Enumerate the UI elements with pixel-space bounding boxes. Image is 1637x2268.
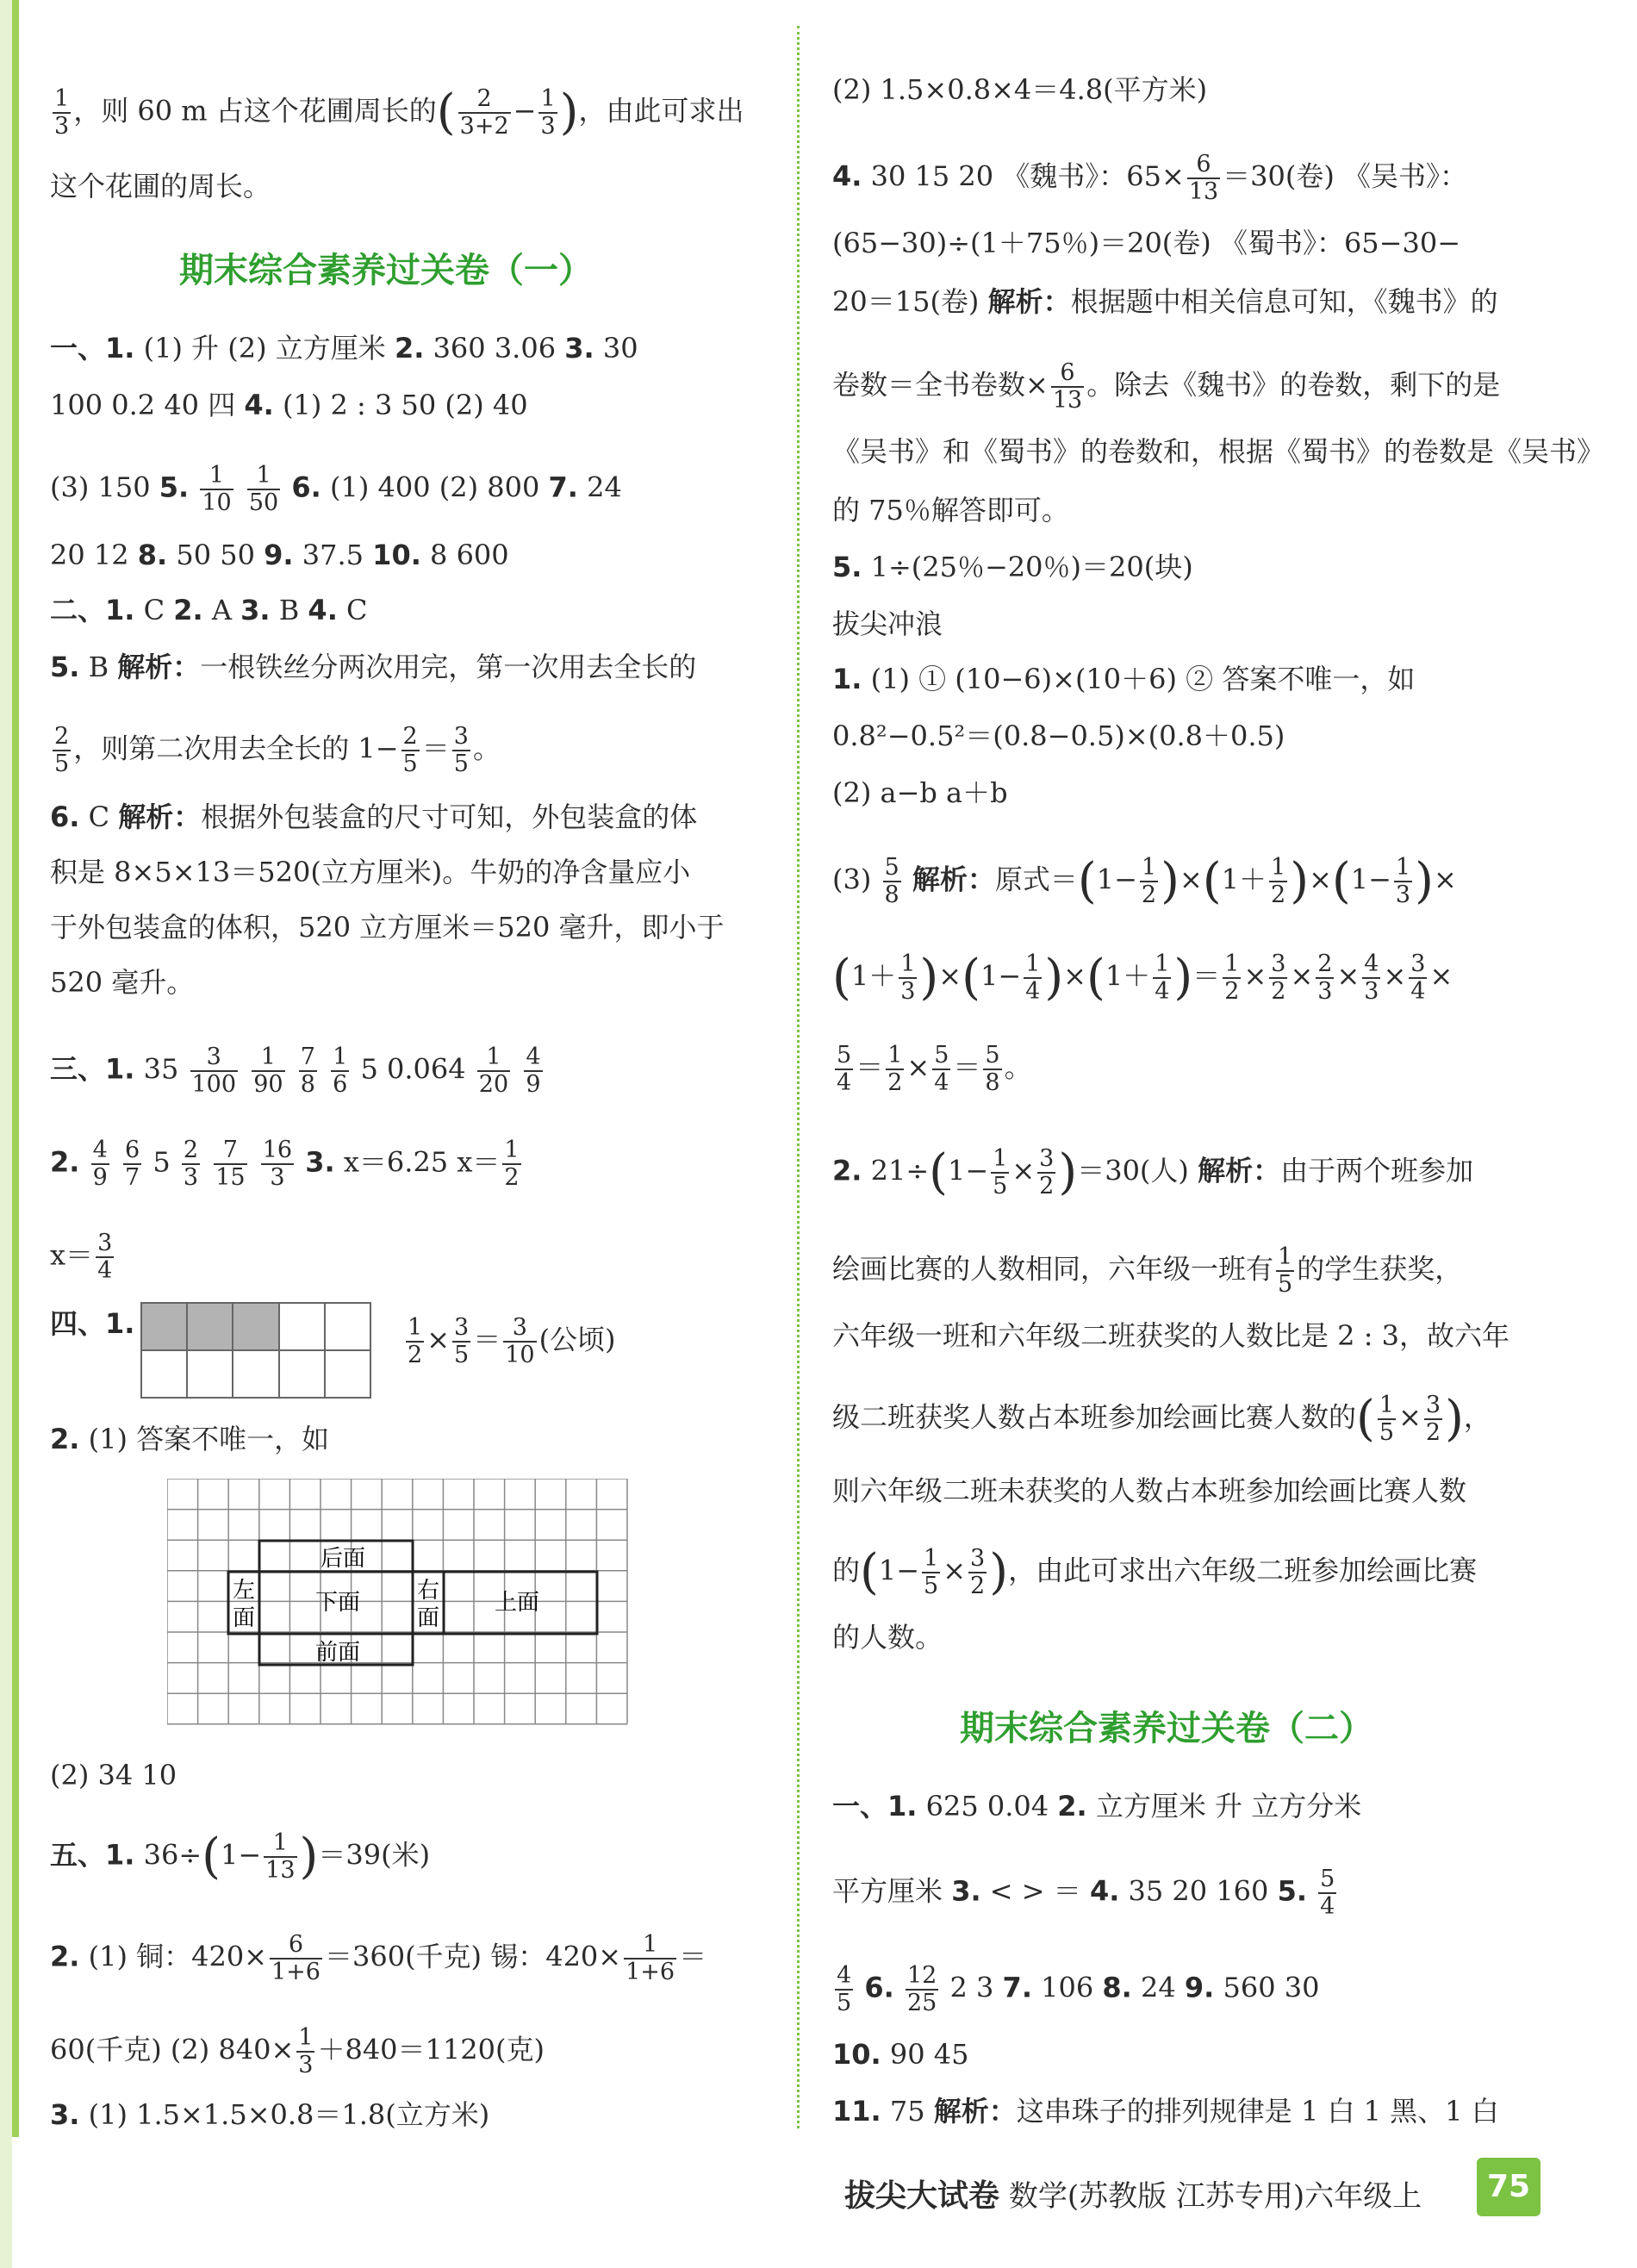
section-heading: 期末综合素养过关卷（二） [960, 1709, 1373, 1748]
line: $\frac{2}{5}$ ，则第二次用去全长的 1− $\frac{2}{5}$ ＝ $\frac{3}{5}$ 。 [54, 723, 501, 777]
line: 《吴书》和《蜀书》的卷数和，根据《蜀书》的卷数是《吴书》 [832, 435, 1605, 468]
line: 4. 30 15 20 《魏书》：65× $\frac{6}{13}$ ＝30(卷) 《吴书》： [832, 151, 1468, 205]
line: 11. 75 解析：这串珠子的排列规律是 1 白 1 黑、1 白 [832, 2095, 1499, 2128]
area-grid [140, 1301, 372, 1405]
net-label-right: 面 [417, 1605, 440, 1631]
line: 2. (1) 答案不唯一，如 [50, 1423, 330, 1455]
line: (2) 1.5×0.8×4＝4.8(平方米) [832, 73, 1208, 106]
line: 的(1− $\frac{1}{5}$ × $\frac{3}{2}$ )，由此可求出六年级二班参加绘画比赛 [832, 1544, 1478, 1600]
line: 则六年级二班未获奖的人数占本班参加绘画比赛人数 [832, 1474, 1467, 1507]
line: 一、1. 625 0.04 2. 立方厘米 升 立方分米 [832, 1790, 1362, 1822]
shaded-cells [141, 1303, 279, 1350]
line: 一、1. (1) 升 (2) 立方厘米 2. 360 3.06 3. 30 [50, 332, 638, 364]
left-margin-stripe [0, 0, 12, 2268]
line: (2) 34 10 [50, 1759, 177, 1791]
line: 卷数＝全书卷数× $\frac{6}{13}$ 。除去《魏书》的卷数，剩下的是 [832, 359, 1501, 414]
line: x＝ $\frac{3}{4}$ [50, 1230, 113, 1284]
line: 三、1. 35 $\frac{3}{100}$ $\frac{1}{90}$ $\frac{7}{8}$ $\frac{1}{6}$ 5 0.064 $\frac{1}{20}$ $\frac{4}{9}$ [50, 1044, 541, 1098]
line: 积是 8×5×13＝520(立方厘米)。牛奶的净含量应小 [50, 856, 691, 888]
net-label-left: 左 [233, 1578, 256, 1604]
line: 2. $\frac{4}{9}$ $\frac{6}{7}$ 5 $\frac{2}{3}$ $\frac{7}{15}$ $\frac{16}{3}$ 3. x＝6.25 x＝ $\frac{1}{2}$ [50, 1137, 520, 1191]
line: 1. (1) ① (10−6)×(10＋6) ② 答案不唯一，如 [832, 663, 1416, 695]
cube-net-grid [167, 1479, 632, 1729]
line: 平方厘米 3. < > ＝ 4. 35 20 160 5. $\frac{5}{4}$ [832, 1866, 1335, 1920]
line: (3) 150 5. $\frac{1}{10}$ $\frac{1}{50}$ 6. (1) 400 (2) 800 7. 24 [50, 462, 622, 516]
line: (2) a−b a＋b [832, 776, 1008, 809]
line: 5. B 解析：一根铁丝分两次用完，第一次用去全长的 [50, 651, 697, 683]
line: 6. C 解析：根据外包装盒的尺寸可知，外包装盒的体 [50, 801, 698, 833]
line: 2. 21÷(1− $\frac{1}{5}$ × $\frac{3}{2}$ )＝30(人) 解析：由于两个班参加 [832, 1144, 1474, 1200]
footer-subject: 数学(苏教版 江苏专用)六年级上 [1008, 2179, 1422, 2214]
footer [844, 2171, 1422, 2215]
net-label-top: 上面 [495, 1590, 540, 1616]
line: 520 毫升。 [50, 966, 195, 999]
line: 20 12 8. 50 50 9. 37.5 10. 8 600 [50, 539, 509, 571]
line: 绘画比赛的人数相同，六年级一班有 $\frac{1}{5}$ 的学生获奖， [832, 1243, 1463, 1298]
net-label-right: 右 [417, 1578, 440, 1604]
line: $\frac{5}{4}$ ＝ $\frac{1}{2}$ × $\frac{5}{4}$ ＝ $\frac{5}{8}$ 。 [837, 1042, 1032, 1096]
line: (1＋ $\frac{1}{3}$ )×(1− $\frac{1}{4}$ )×(1＋ $\frac{1}{4}$ )＝ $\frac{1}{2}$ × $\frac{3}{2}$ × $\frac{2}{3}$ × $\frac{4}{3}$ × $\frac{3}{4}$ × [832, 950, 1453, 1006]
net-label-back: 后面 [321, 1546, 366, 1572]
subsection-tag: 拔尖冲浪 [832, 608, 943, 640]
line: 5. 1÷(25％−20％)＝20(块) [832, 551, 1193, 583]
line: 这个花圃的周长。 [50, 170, 271, 202]
net-label-front: 前面 [315, 1640, 361, 1666]
line: 60(千克) (2) 840× $\frac{1}{3}$ ＋840＝1120(克) [50, 2024, 545, 2078]
section-heading: 期末综合素养过关卷（一） [179, 251, 593, 290]
line: 3. (1) 1.5×1.5×0.8＝1.8(立方米) [50, 2098, 490, 2131]
line: 于外包装盒的体积，520 立方厘米＝520 毫升，即小于 [50, 911, 725, 944]
footer-brand: 拔尖大试卷 [844, 2178, 1000, 2214]
line: 的 75％解答即可。 [832, 494, 1069, 526]
line: (3) $\frac{5}{8}$ 解析：原式＝(1− $\frac{1}{2}$ )×(1＋ $\frac{1}{2}$ )×(1− $\frac{1}{3}$ )× [832, 853, 1457, 909]
line: 100 0.2 40 四 4. (1) 2 : 3 50 (2) 40 [50, 389, 528, 421]
line: $\frac{4}{5}$ 6. $\frac{12}{25}$ 2 3 7. 106 8. 24 9. 560 30 [837, 1962, 1320, 2016]
line: 五、1. 36÷(1− $\frac{1}{13}$ )＝39(米) [50, 1829, 431, 1885]
line: 0.8²−0.5²＝(0.8−0.5)×(0.8＋0.5) [832, 720, 1285, 752]
line: 20＝15(卷) 解析：根据题中相关信息可知，《魏书》的 [832, 285, 1498, 318]
line [832, 607, 943, 641]
line: 六年级一班和六年级二班获奖的人数比是 2 : 3，故六年 [832, 1319, 1510, 1352]
fraction: $\frac{1}{3}$ [54, 85, 70, 140]
line: $\frac{1}{3}$ ，则 60 m 占这个花圃周长的( $\frac{2}{3+2}$ − $\frac{1}{3}$ )，由此可求出 [54, 84, 744, 140]
line: 的人数。 [832, 1621, 943, 1654]
page-number: 75 [1477, 2158, 1541, 2216]
line: 2. (1) 铜：420× $\frac{6}{1+6}$ ＝360(千克) 锡：420× $\frac{1}{1+6}$ ＝ [50, 1931, 707, 1985]
left-margin-bar [12, 0, 19, 2137]
net-label-left: 面 [233, 1605, 256, 1631]
line: 10. 90 45 [832, 2038, 969, 2071]
line: (65−30)÷(1＋75％)＝20(卷) 《蜀书》：65−30− [832, 227, 1461, 259]
column-divider [797, 26, 800, 2128]
line: 二、1. C 2. A 3. B 4. C [50, 594, 368, 626]
line: $\frac{1}{2}$ × $\frac{3}{5}$ ＝ $\frac{3}{10}$ (公顷) [408, 1314, 616, 1368]
line: 级二班获奖人数占本班参加绘画比赛人数的( $\frac{1}{5}$ × $\frac{3}{2}$ )， [832, 1391, 1491, 1447]
line: 四、1. [50, 1307, 135, 1340]
net-label-bottom: 下面 [315, 1590, 361, 1616]
